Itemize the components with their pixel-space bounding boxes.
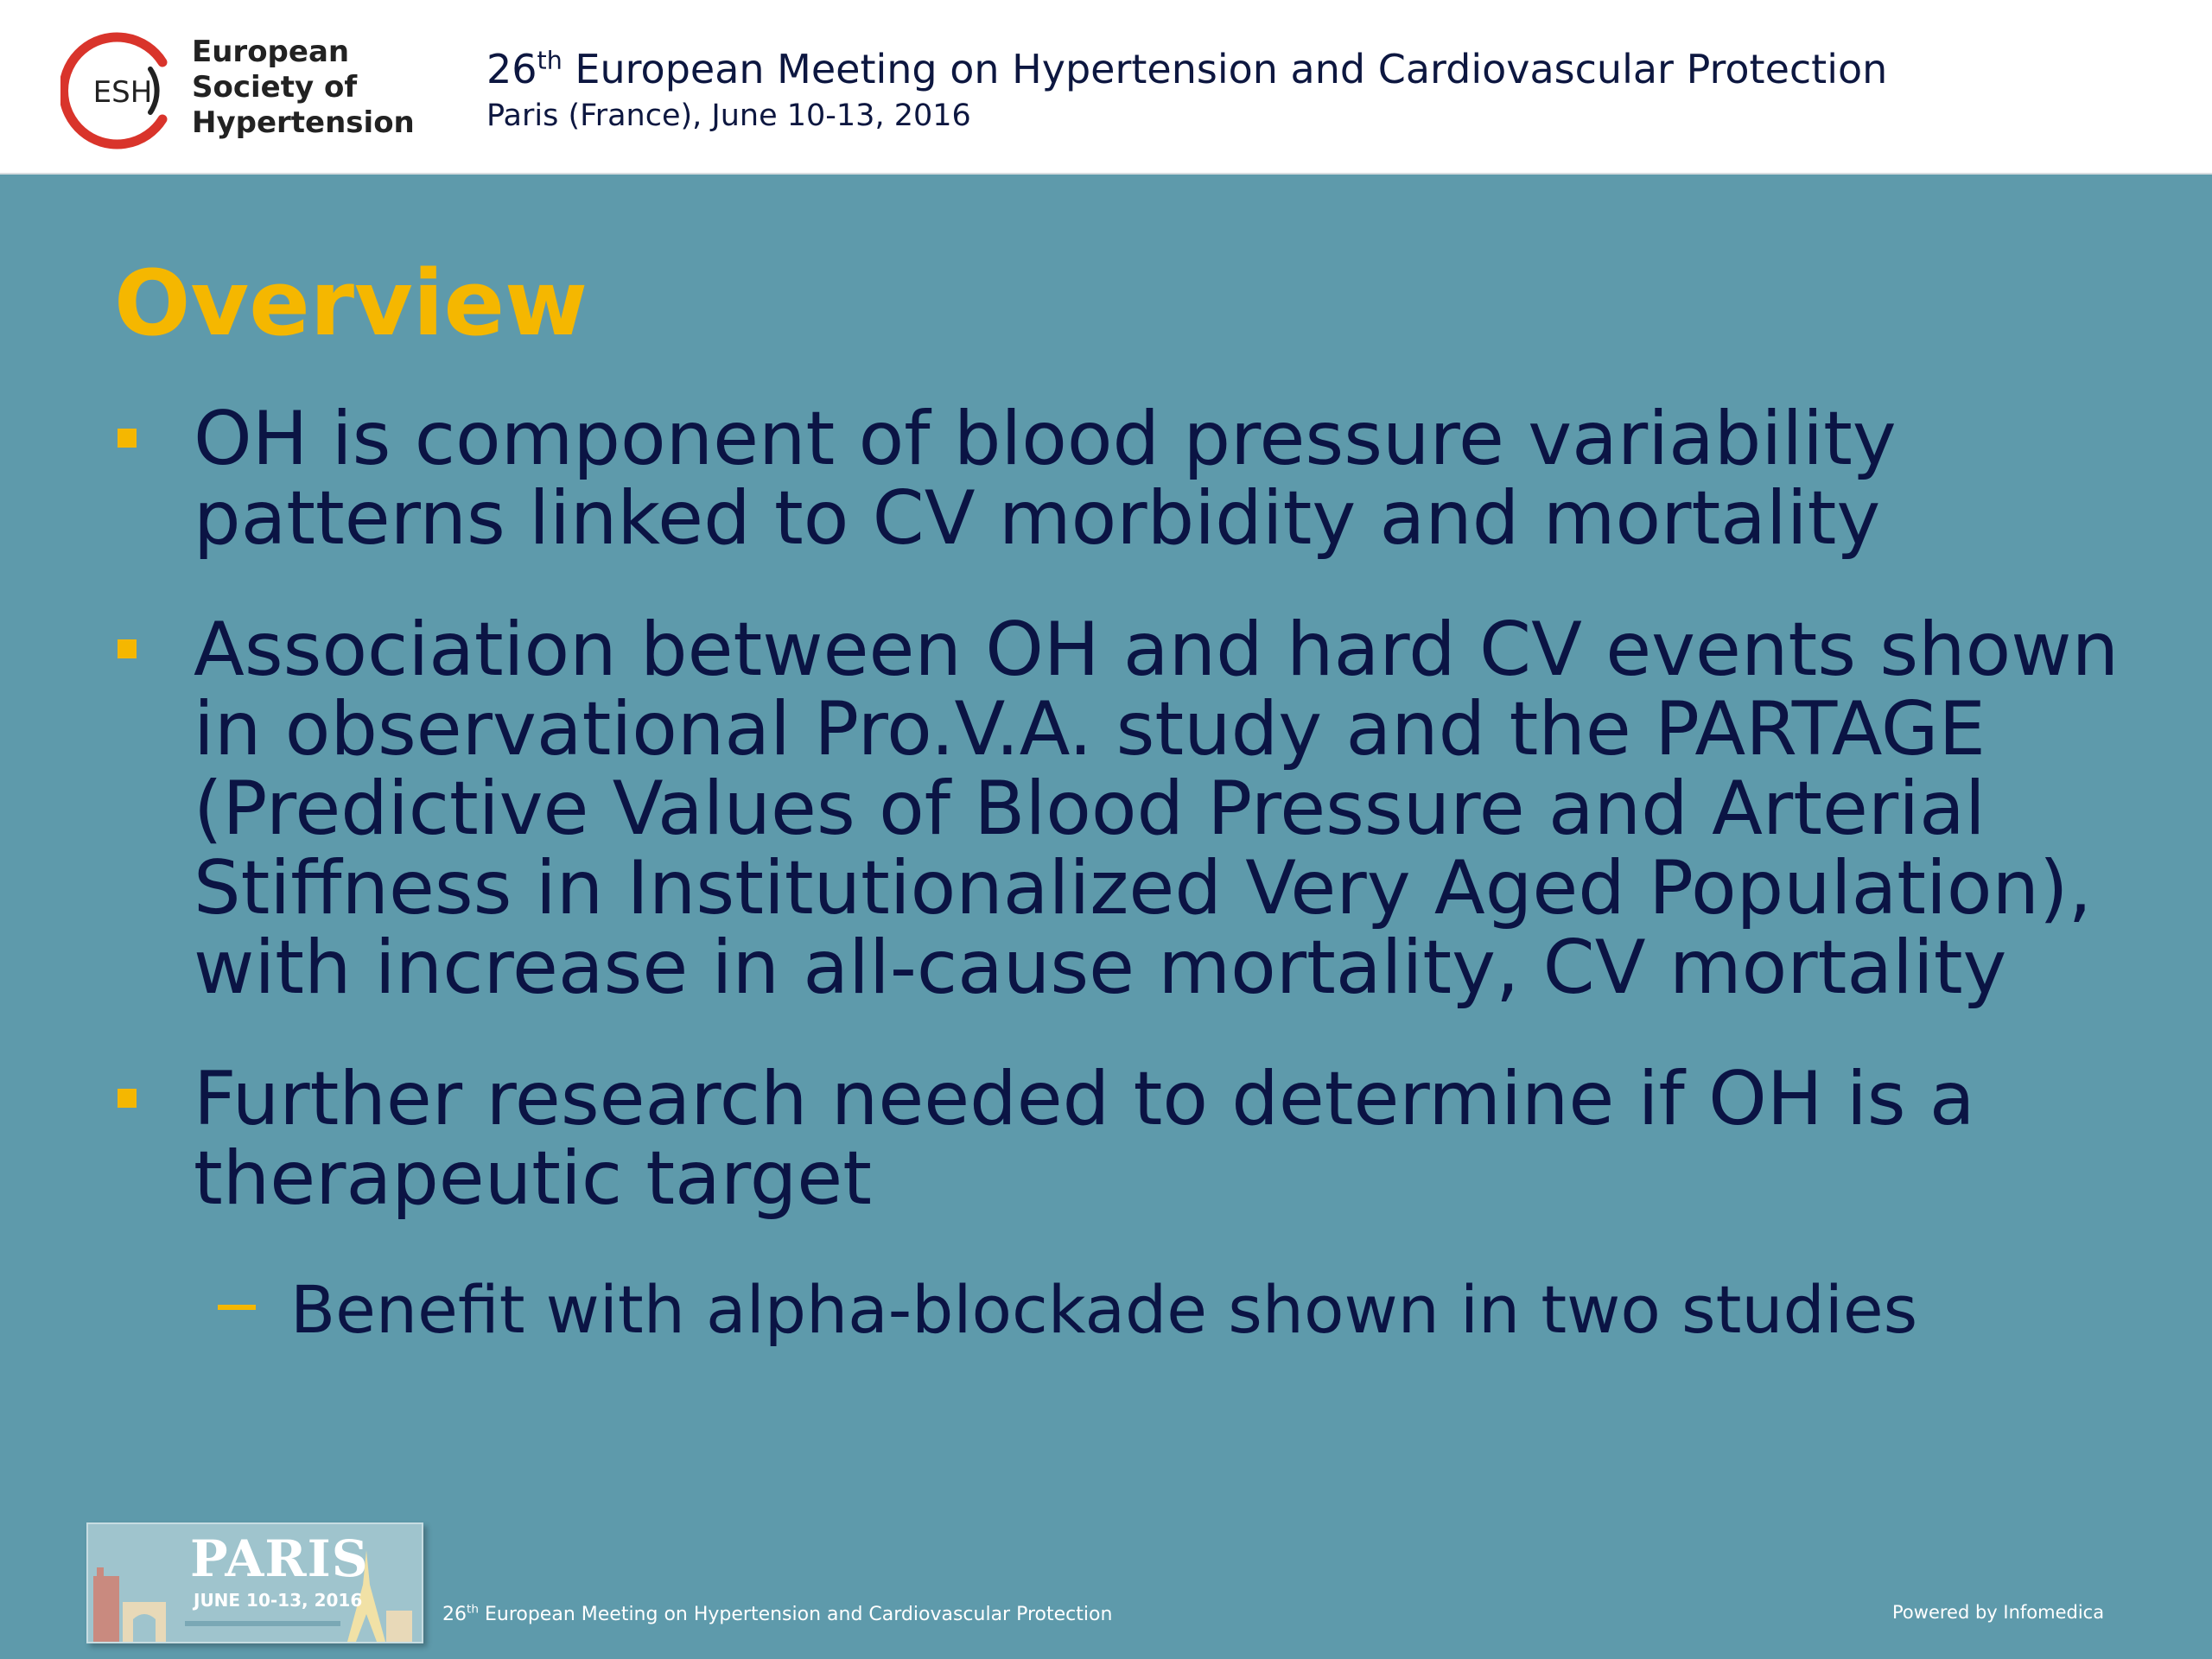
footer-meeting-text: European Meeting on Hypertension and Cardiovascular Protection [478,1604,1113,1625]
bullet-line: patterns linked to CV morbidity and mortality [194,475,1881,562]
badge-date: JUNE 10-13, 2016 [194,1590,363,1611]
bullet-marker-icon [118,1089,137,1108]
bullet-line: Stiffness in Institutionalized Very Aged Population), [194,845,2092,931]
footer-ordinal-suffix: th [467,1602,479,1617]
paris-badge [86,1522,423,1643]
bullet-line: in observational Pro.V.A. study and the PARTAGE [194,686,1986,772]
org-line: Society of [192,70,358,105]
meeting-info [486,45,1887,135]
bullet-line: with increase in all-cause mortality, CV mortality [194,925,2007,1011]
footer-ordinal: 26 [442,1604,467,1625]
sub-bullet-text: Benefit with alpha-blockade shown in two studies [290,1271,1918,1348]
bullet-text [194,1056,2207,1222]
footer-meeting [442,1603,1112,1627]
org-name [192,35,415,141]
logo-text: ESH [92,75,153,110]
meeting-title [486,45,1887,93]
meeting-ordinal-suffix: th [537,46,563,75]
meeting-subtitle: Paris (France), June 10-13, 2016 [486,99,971,133]
org-line: Hypertension [192,105,415,140]
slide-title: Overview [114,251,588,356]
bullet-line: Association between OH and hard CV events shown [194,607,2120,693]
bullet-line: (Predictive Values of Blood Pressure and Arterial [194,766,1986,852]
bullet-line: OH is component of blood pressure variability [194,396,1897,482]
meeting-ordinal: 26 [486,46,537,92]
sub-bullet-dash-icon [218,1305,256,1310]
esh-logo-icon [60,26,190,156]
bullet-marker-icon [118,429,137,448]
slide-header [0,0,2212,175]
bullet-line: therapeutic target [194,1135,872,1222]
bullet-text [194,607,2207,1011]
bullet-text [194,396,2207,562]
org-line: European [192,35,350,69]
bullet-line: Further research needed to determine if OH is a [194,1056,1975,1142]
meeting-title-text: European Meeting on Hypertension and Cardiovascular Protection [562,46,1888,92]
powered-by: Powered by Infomedica [1892,1602,2105,1623]
badge-title: PARIS [190,1529,369,1588]
bullet-marker-icon [118,639,137,658]
